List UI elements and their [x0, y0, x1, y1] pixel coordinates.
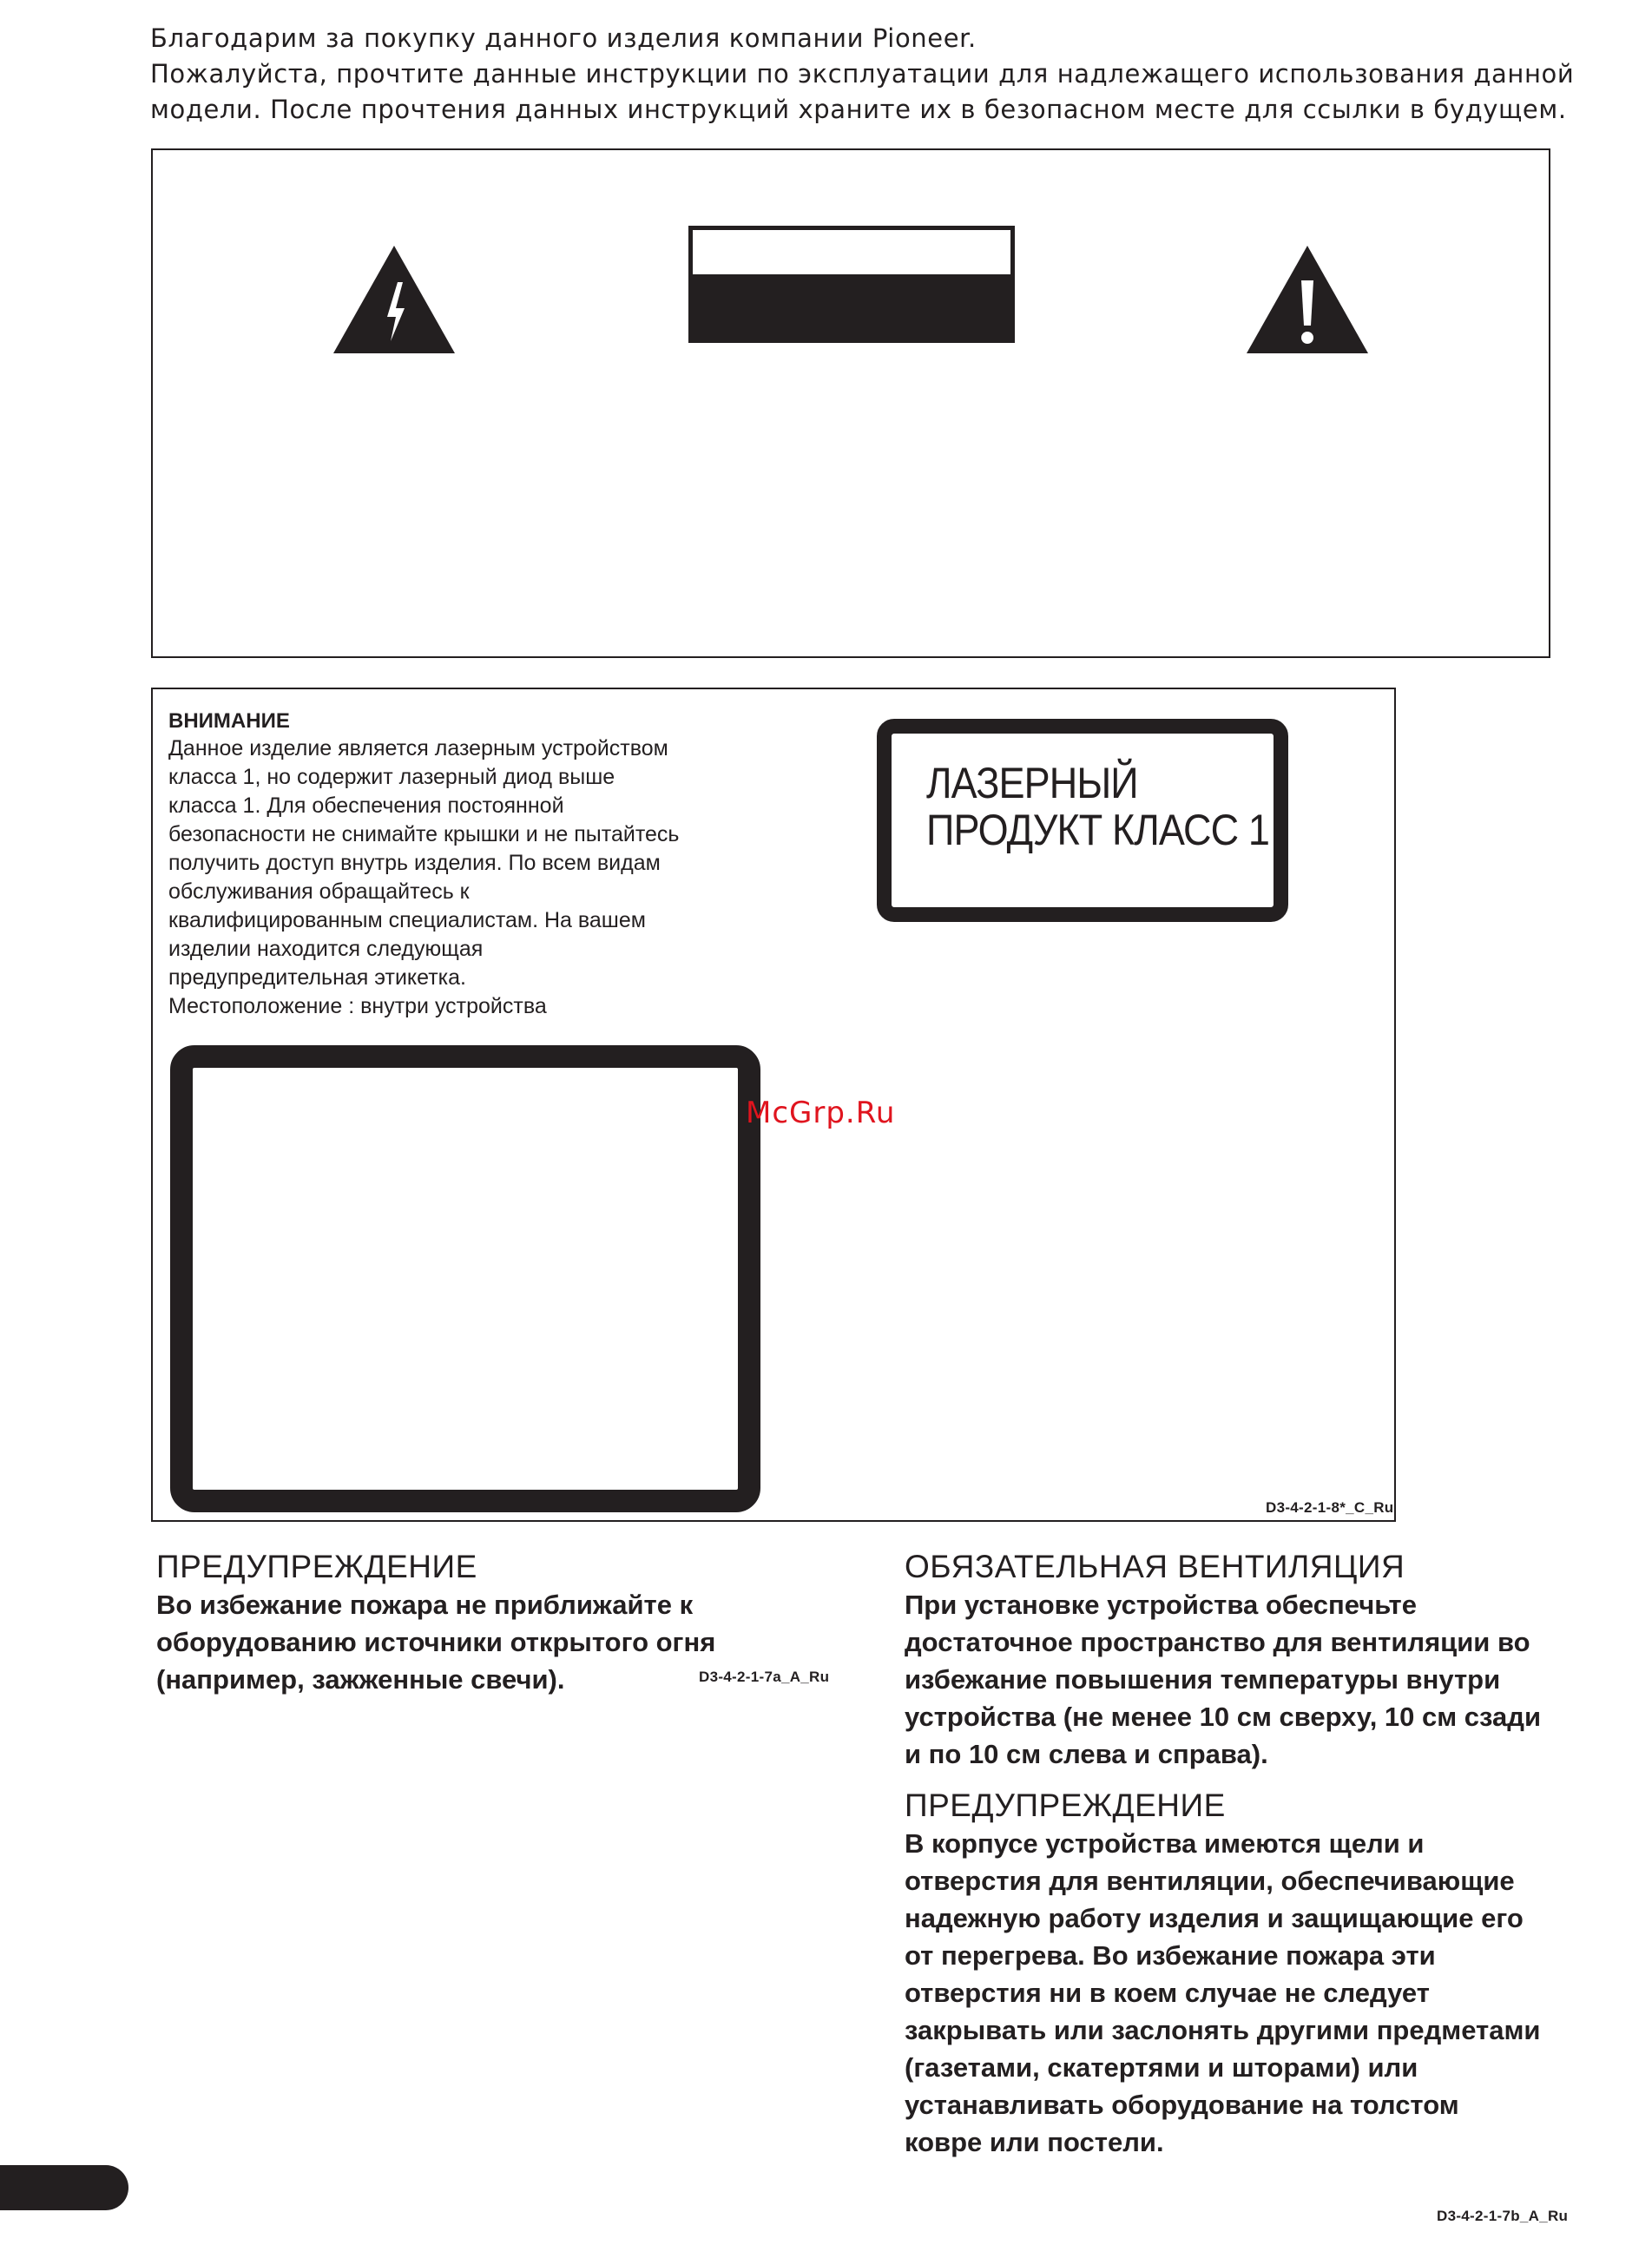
watermark: McGrp.Ru	[746, 1096, 896, 1130]
ventilation-line: избежание повышения температуры внутри	[905, 1664, 1501, 1695]
slots-warning-line: ковре или постели.	[905, 2127, 1164, 2157]
slots-warning-section	[905, 1787, 1616, 2161]
laser-class-1-label-text	[926, 760, 1269, 853]
laser-notice-text	[168, 708, 759, 1021]
intro-line-1: Благодарим за покупку данного изделия компании Pioneer.	[150, 23, 977, 53]
slots-warning-line: отверстия ни в коем случае не следует	[905, 1978, 1430, 2008]
laser-notice-line: класса 1. Для обеспечения постоянной	[168, 793, 564, 818]
electric-shock-warning-icon	[333, 246, 455, 353]
laser-notice-box	[151, 688, 1396, 1522]
laser-notice-line: Данное изделие является лазерным устройством	[168, 736, 668, 760]
fire-warning-line: Во избежание пожара не приближайте к	[156, 1590, 694, 1620]
slots-warning-line: В корпусе устройства имеются щели и	[905, 1828, 1425, 1859]
fire-warning-heading: ПРЕДУПРЕЖДЕНИЕ	[156, 1549, 477, 1584]
caution-label	[688, 226, 1015, 343]
ventilation-heading: ОБЯЗАТЕЛЬНАЯ ВЕНТИЛЯЦИЯ	[905, 1549, 1405, 1584]
laser-notice-code: D3-4-2-1-8*_C_Ru	[1266, 1499, 1394, 1516]
exclamation-warning-icon	[1247, 246, 1368, 353]
slots-warning-line: отверстия для вентиляции, обеспечивающие	[905, 1866, 1515, 1896]
ventilation-line: При установке устройства обеспечьте	[905, 1590, 1417, 1620]
electric-shock-warning-box	[151, 148, 1550, 658]
slots-warning-line: устанавливать оборудование на толстом	[905, 2090, 1459, 2120]
laser-class-1-label-line-2: ПРОДУКТ КЛАСС 1	[926, 806, 1269, 854]
laser-notice-line: изделии находится следующая	[168, 937, 484, 961]
laser-notice-line: квалифицированным специалистам. На вашем	[168, 908, 646, 932]
fire-warning-code: D3-4-2-1-7a_A_Ru	[699, 1669, 830, 1685]
laser-notice-line: безопасности не снимайте крышки и не пытайтесь	[168, 822, 680, 846]
intro-text	[150, 21, 1609, 128]
slots-warning-line: закрывать или заслонять другими предметами	[905, 2015, 1541, 2045]
ventilation-line: устройства (не менее 10 см сверху, 10 см сзади	[905, 1702, 1542, 1732]
laser-class-1-label	[877, 719, 1288, 922]
laser-notice-line: обслуживания обращайтесь к	[168, 879, 470, 904]
laser-notice-line: получить доступ внутрь изделия. По всем видам	[168, 851, 661, 875]
fire-warning-line: оборудованию источники открытого огня	[156, 1627, 716, 1657]
intro-line-2: Пожалуйста, прочтите данные инструкции по эксплуатации для надлежащего использования данной	[150, 59, 1575, 89]
laser-label-location: Местоположение : внутри устройства	[168, 994, 547, 1018]
ventilation-line: достаточное пространство для вентиляции во	[905, 1627, 1530, 1657]
caution-label-band	[693, 274, 1010, 339]
empty-warning-label	[170, 1045, 760, 1512]
slots-warning-code: D3-4-2-1-7b_A_Ru	[1437, 2208, 1569, 2224]
laser-notice-body	[168, 734, 759, 992]
intro-line-3: модели. После прочтения данных инструкций храните их в безопасном месте для ссылки в будущем.	[150, 95, 1567, 124]
slots-warning-line: надежную работу изделия и защищающие его	[905, 1903, 1524, 1933]
laser-notice-line: класса 1, но содержит лазерный диод выше	[168, 765, 615, 789]
slots-warning-body	[905, 1825, 1616, 2161]
laser-notice-heading: ВНИМАНИЕ	[168, 709, 290, 733]
laser-class-1-label-line-1: ЛАЗЕРНЫЙ	[926, 759, 1138, 807]
ventilation-section	[905, 1548, 1616, 1773]
fire-warning-line: (например, зажженные свечи).	[156, 1664, 565, 1695]
ventilation-body	[905, 1586, 1616, 1773]
page-number-tab	[0, 2165, 128, 2210]
laser-notice-line: предупредительная этикетка.	[168, 965, 466, 990]
ventilation-line: и по 10 см слева и справа).	[905, 1739, 1268, 1769]
slots-warning-line: от перегрева. Во избежание пожара эти	[905, 1940, 1436, 1971]
slots-warning-line: (газетами, скатертями и шторами) или	[905, 2052, 1418, 2083]
slots-warning-heading: ПРЕДУПРЕЖДЕНИЕ	[905, 1787, 1226, 1823]
